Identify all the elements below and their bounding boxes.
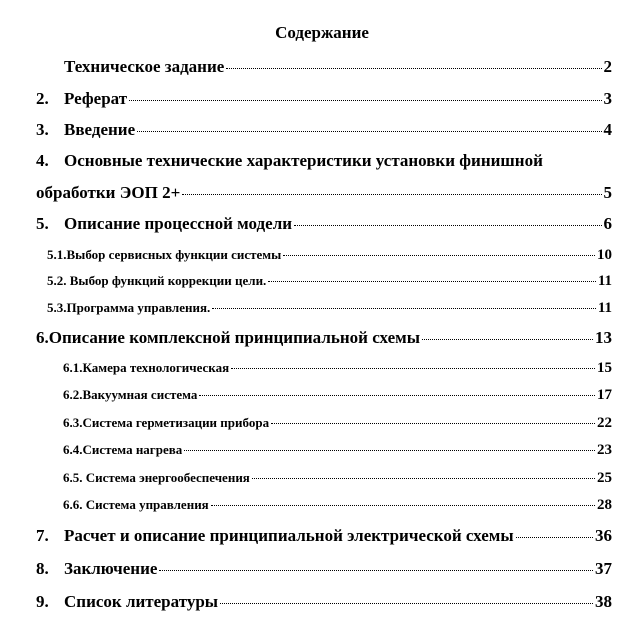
toc-leader-dots [268,281,596,282]
toc-leader-dots [271,423,595,424]
toc-entry-label: 6.3.Система герметизации прибора [63,415,270,430]
toc-entry-number: 9. [36,592,49,611]
toc-leader-dots [199,395,595,396]
toc-entry-label: 5.3.Программа управления. [47,300,211,315]
toc-leader-dots [137,131,601,132]
toc-leader-dots [294,225,601,226]
toc-subentry-6-6[interactable] [63,497,612,514]
toc-entry-page: 25 [597,470,612,486]
toc-entry-process-model[interactable] [36,214,612,234]
toc-entry-number: 3. [36,120,49,139]
toc-leader-dots [159,570,593,571]
toc-entry-label-continued: обработки ЭОП 2+ [36,183,181,202]
toc-entry-page: 10 [597,247,612,263]
toc-entry-label: Основные технические характеристики установки финишной [64,151,543,170]
toc-leader-dots [182,194,601,195]
toc-subentry-5-1[interactable] [47,247,612,264]
toc-entry-abstract[interactable] [36,89,612,109]
toc-entry-label: Реферат [64,89,128,108]
toc-leader-dots [252,478,595,479]
toc-leader-dots [129,100,601,101]
toc-entry-label: 5.1.Выбор сервисных функции системы [47,247,282,262]
toc-entry-number: 4. [36,151,49,170]
toc-entry-page: 37 [595,559,612,578]
toc-entry-conclusion[interactable] [36,559,612,579]
toc-entry-page: 17 [597,387,612,403]
toc-entry-label: 6.Описание комплексной принципиальной схемы [36,328,420,347]
toc-subentry-6-1[interactable] [63,360,612,377]
toc-subentry-5-2[interactable] [47,273,612,290]
toc-entry-page: 13 [595,328,612,347]
toc-entry-page: 6 [603,214,612,233]
toc-leader-dots [422,339,593,340]
toc-entry-electrical-scheme[interactable] [36,526,612,546]
toc-entry-page: 11 [597,273,612,289]
toc-entry-page: 23 [597,442,612,458]
toc-entry-label: 6.6. Система управления [63,497,209,512]
toc-subentry-6-2[interactable] [63,387,612,404]
toc-entry-number: 5. [36,214,49,233]
toc-entry-page: 11 [597,300,612,316]
toc-entry-schematic[interactable] [36,328,612,348]
toc-leader-dots [212,308,596,309]
toc-entry-number: 8. [36,559,49,578]
toc-entry-references[interactable] [36,592,612,612]
toc-entry-page: 36 [595,526,612,545]
toc-leader-dots [211,505,595,506]
toc-entry-page: 15 [597,360,612,376]
toc-subentry-6-4[interactable] [63,442,612,459]
toc-entry-label: Введение [64,120,136,139]
toc-leader-dots [231,368,595,369]
toc-entry-label: 6.1.Камера технологическая [63,360,230,375]
toc-entry-characteristics-line1[interactable] [36,151,543,171]
toc-leader-dots [226,68,601,69]
document-title: Содержание [275,23,369,42]
toc-entry-label: Заключение [64,559,158,578]
toc-entry-number: 2. [36,89,49,108]
toc-entry-label: 6.5. Система энергообеспечения [63,470,250,485]
toc-entry-page: 4 [603,120,612,139]
toc-entry-label: 6.4.Система нагрева [63,442,183,457]
toc-entry-label: Описание процессной модели [64,214,293,233]
toc-entry-page: 3 [603,89,612,108]
toc-subentry-5-3[interactable] [47,300,612,317]
toc-entry-technical-assignment[interactable] [64,57,612,77]
toc-leader-dots [220,603,593,604]
toc-entry-label: 6.2.Вакуумная система [63,387,198,402]
toc-entry-page: 2 [603,57,612,76]
toc-entry-introduction[interactable] [36,120,612,140]
toc-subentry-6-3[interactable] [63,415,612,432]
toc-entry-page: 28 [597,497,612,513]
toc-entry-label: Расчет и описание принципиальной электрической схемы [64,526,514,545]
toc-entry-label: 5.2. Выбор функций коррекции цели. [47,273,267,288]
toc-entry-page: 5 [603,183,612,202]
toc-leader-dots [184,450,595,451]
toc-leader-dots [283,255,595,256]
toc-subentry-6-5[interactable] [63,470,612,487]
toc-leader-dots [516,537,593,538]
toc-entry-characteristics-line2[interactable] [36,183,612,203]
toc-entry-page: 22 [597,415,612,431]
toc-entry-number: 7. [36,526,49,545]
toc-entry-page: 38 [595,592,612,611]
toc-entry-label: Техническое задание [64,57,225,76]
toc-entry-label: Список литературы [64,592,219,611]
